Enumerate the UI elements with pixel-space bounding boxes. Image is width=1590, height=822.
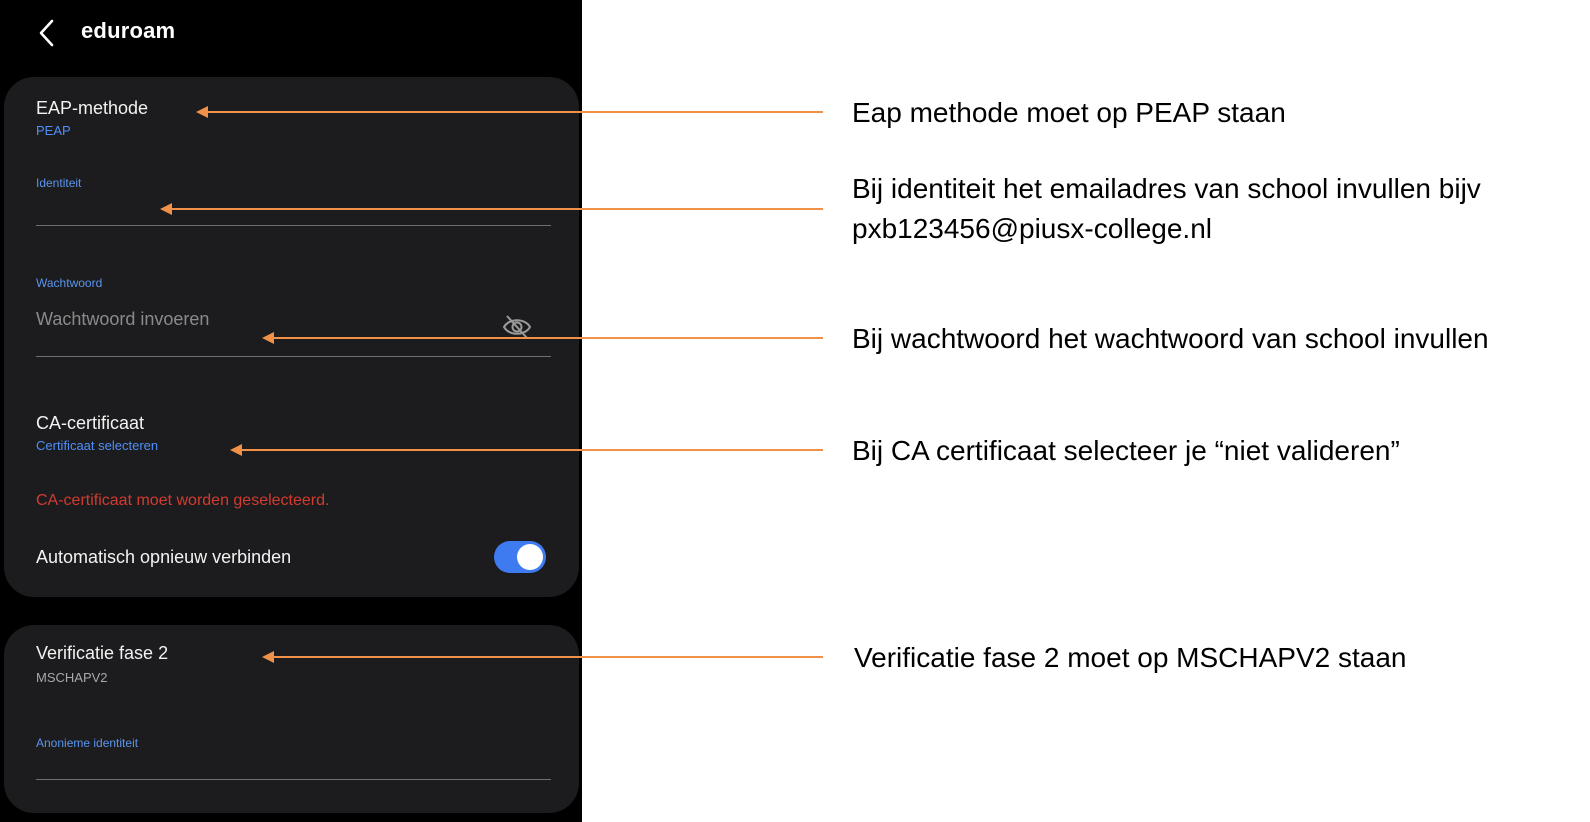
phase2-value: MSCHAPV2 bbox=[36, 670, 108, 685]
arrow-eap bbox=[196, 106, 823, 118]
annotation-phase2: Verificatie fase 2 moet op MSCHAPV2 staan bbox=[854, 642, 1407, 673]
annotation-identity-line1: Bij identiteit het emailadres van school invullen bijv bbox=[852, 173, 1481, 204]
annotation-identity-line2: pxb123456@piusx-college.nl bbox=[852, 213, 1212, 244]
arrow-identity bbox=[160, 203, 823, 215]
eap-method-value: PEAP bbox=[36, 123, 71, 138]
arrow-phase2 bbox=[262, 651, 823, 663]
arrow-password bbox=[262, 332, 823, 344]
password-label: Wachtwoord bbox=[36, 276, 103, 290]
eap-method-label: EAP-methode bbox=[36, 98, 149, 118]
ca-certificate-label: CA-certificaat bbox=[36, 413, 145, 433]
anonymous-identity-label: Anonieme identiteit bbox=[36, 736, 139, 750]
phase2-label: Verificatie fase 2 bbox=[36, 643, 169, 663]
annotation-ca: Bij CA certificaat selecteer je “niet valideren” bbox=[852, 435, 1400, 466]
arrow-ca bbox=[230, 444, 823, 456]
auto-reconnect-label: Automatisch opnieuw verbinden bbox=[36, 547, 292, 567]
ca-certificate-value: Certificaat selecteren bbox=[36, 438, 159, 453]
ca-certificate-error: CA-certificaat moet worden geselecteerd. bbox=[36, 492, 330, 509]
annotation-password: Bij wachtwoord het wachtwoord van school invullen bbox=[852, 323, 1489, 354]
identity-label: Identiteit bbox=[36, 176, 82, 190]
page-title: eduroam bbox=[81, 18, 176, 43]
annotation-eap: Eap methode moet op PEAP staan bbox=[852, 97, 1286, 128]
